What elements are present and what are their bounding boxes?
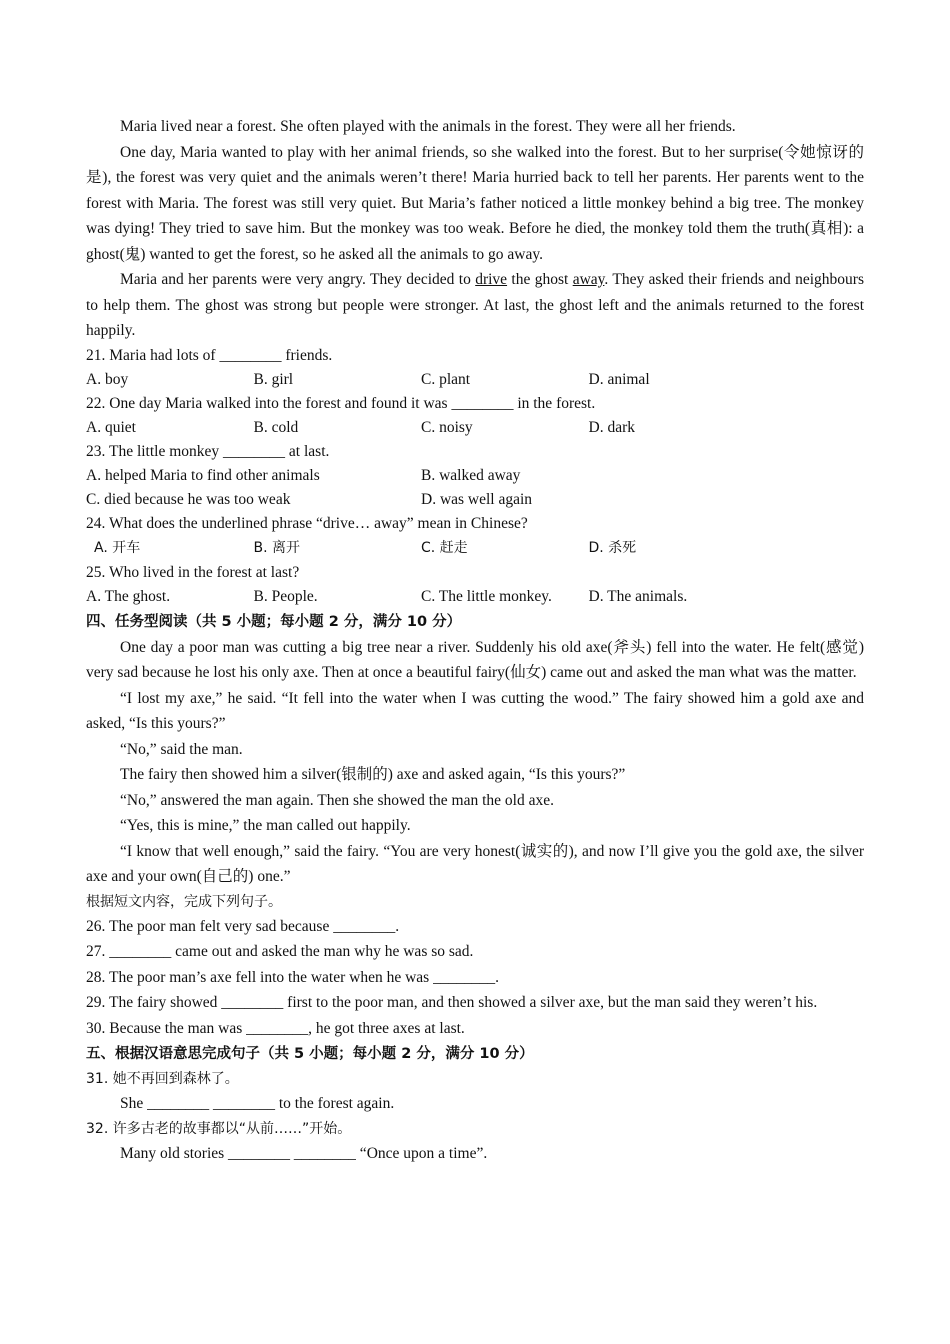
underlined-word-drive: drive [475, 271, 508, 288]
option: D. animal [588, 370, 650, 388]
question-options [86, 464, 864, 488]
fill-in-item: 30. Because the man was ________, he got three axes at last. [86, 1019, 465, 1037]
option: A. boy [86, 370, 129, 388]
passage-paragraph: “Yes, this is mine,” the man called out happily. [120, 817, 411, 834]
fill-in-item: 26. The poor man felt very sad because ________. [86, 917, 400, 935]
translation-sentence: She ________ ________ to the forest again. [120, 1095, 395, 1112]
question-stem: 24. What does the underlined phrase “drive… away” mean in Chinese? [86, 514, 528, 532]
question-options [86, 488, 864, 512]
passage-paragraph: The fairy then showed him a silver(银制的) axe and asked again, “Is this yours?” [120, 766, 626, 783]
fill-in-item: 28. The poor man’s axe fell into the water when he was ________. [86, 968, 499, 986]
option: B. cold [253, 418, 299, 436]
option: A. 开车 [94, 539, 141, 556]
option: D. The animals. [588, 587, 688, 605]
question-options [86, 536, 864, 561]
option: C. noisy [421, 418, 473, 436]
passage-paragraph: Maria lived near a forest. She often played with the animals in the forest. They were all her friends. [120, 118, 736, 135]
question-options [86, 416, 864, 440]
option: A. helped Maria to find other animals [86, 466, 320, 484]
instruction: 根据短文内容，完成下列句子。 [86, 893, 282, 910]
translation-prompt: 31. 她不再回到森林了。 [86, 1071, 239, 1087]
underlined-word-away: away [572, 271, 605, 288]
translation-prompt: 32. 许多古老的故事都以“从前……”开始。 [86, 1121, 352, 1137]
question-stem: 22. One day Maria walked into the forest and found it was ________ in the forest. [86, 394, 596, 412]
option: D. 杀死 [588, 539, 637, 556]
option: A. quiet [86, 418, 136, 436]
question-stem: 21. Maria had lots of ________ friends. [86, 346, 333, 364]
passage-paragraph: One day a poor man was cutting a big tree near a river. Suddenly his old axe(斧头) fell into the water. He felt(感觉) very sad because he lost his only axe. Then at once a beautiful fairy(仙女) came out and asked the man what was the matter. [86, 638, 864, 681]
passage-paragraph: One day, Maria wanted to play with her animal friends, so she walked into the forest. But to her surprise(令她惊讶的是), the forest was very quiet and the animals weren’t there! Maria hurried back to tell her parents. Her parents went to the forest with Maria. The forest was still very quiet. But Maria’s father noticed a little monkey behind a big tree. The monkey was dying! They tried to save him. But the monkey was too weak. Before he died, the monkey told them the truth(真相): a ghost(鬼) wanted to get the forest, so he asked all the animals to go away. [86, 143, 864, 263]
passage-paragraph: “No,” answered the man again. Then she showed the man the old axe. [120, 791, 554, 809]
passage-paragraph: Maria and her parents were very angry. They decided to drive the ghost away. They asked their friends and neighbours to help them. The ghost was strong but people were stronger. At last, the ghost left and the animals returned to the forest happily. [86, 271, 865, 339]
question-options [86, 585, 864, 609]
question-stem: 25. Who lived in the forest at last? [86, 563, 300, 581]
section-heading: 五、根据汉语意思完成句子（共 5 小题；每小题 2 分，满分 10 分） [86, 1046, 534, 1062]
option: C. died because he was too weak [86, 490, 291, 508]
option: D. was well again [421, 490, 533, 508]
option: C. plant [421, 370, 471, 388]
option: A. The ghost. [86, 587, 171, 605]
passage-paragraph: “I know that well enough,” said the fairy. “You are very honest(诚实的), and now I’ll give you the gold axe, the silver axe and your own(自己的) one.” [86, 842, 864, 885]
question-options [86, 368, 864, 392]
option: D. dark [588, 418, 635, 436]
option: B. 离开 [253, 539, 301, 556]
translation-sentence: Many old stories ________ ________ “Once upon a time”. [120, 1145, 488, 1162]
option: B. girl [253, 370, 294, 388]
passage-paragraph: “No,” said the man. [120, 740, 243, 758]
option: B. People. [253, 587, 318, 605]
option: B. walked away [421, 466, 521, 484]
passage-paragraph: “I lost my axe,” he said. “It fell into the water when I was cutting the wood.” The fairy showed him a gold axe and asked, “Is this yours?” [86, 689, 864, 732]
fill-in-item: 27. ________ came out and asked the man why he was so sad. [86, 943, 474, 960]
section-heading: 四、任务型阅读（共 5 小题；每小题 2 分，满分 10 分） [86, 613, 462, 630]
option: C. 赶走 [421, 539, 468, 556]
question-stem: 23. The little monkey ________ at last. [86, 442, 330, 460]
option: C. The little monkey. [421, 587, 552, 605]
fill-in-item: 29. The fairy showed ________ first to the poor man, and then showed a silver axe, but the man said they weren’t his. [86, 994, 818, 1011]
